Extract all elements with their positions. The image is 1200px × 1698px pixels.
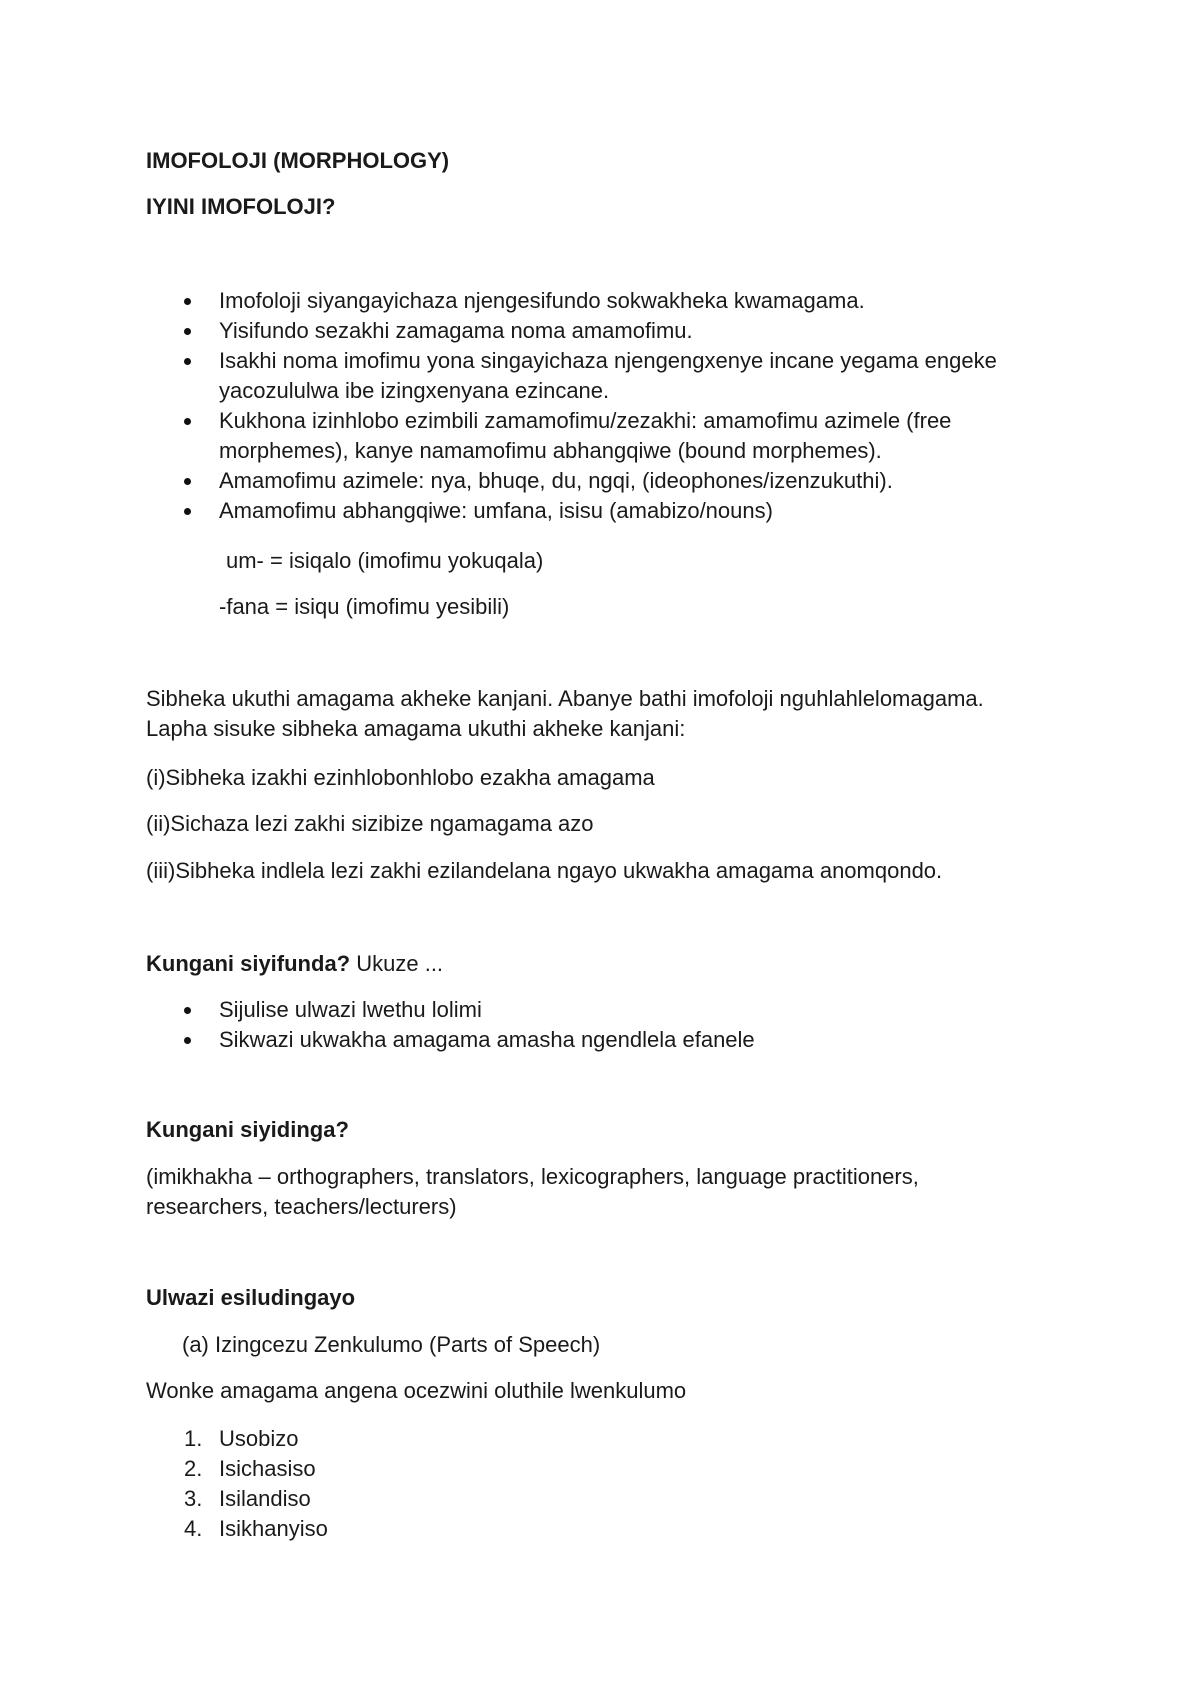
list-item: Imofoloji siyangayichaza njengesifundo sokwakheka kwamagama. [146, 286, 1046, 316]
bullet-icon [184, 508, 191, 515]
bullet-icon [184, 298, 191, 305]
example-prefix: um- = isiqalo (imofimu yokuqala) [226, 548, 544, 573]
knowledge-heading: Ulwazi esiludingayo [146, 1285, 356, 1310]
list-item: 2. Isichasiso [184, 1456, 316, 1481]
why-need-question: Kungani siyidinga? [146, 1117, 349, 1142]
page-title: IMOFOLOJI (MORPHOLOGY) [146, 148, 450, 173]
parts-of-speech-subheading: (a) Izingcezu Zenkulumo (Parts of Speech) [182, 1332, 601, 1357]
parts-of-speech-list [146, 1424, 328, 1544]
list-item: Amamofimu abhangqiwe: umfana, isisu (amabizo/nouns) [146, 496, 1046, 526]
list-item: Kukhona izinhlobo ezimbili zamamofimu/zezakhi: amamofimu azimele (free morphemes), kanye namamofimu abhangqiwe (bound morphemes). [146, 406, 1046, 466]
step-item: (iii)Sibheka indlela lezi zakhi ezilandelana ngayo ukwakha amagama anomqondo. [146, 858, 943, 883]
bullet-icon [184, 358, 191, 365]
parts-of-speech-sentence: Wonke amagama angena ocezwini oluthile lwenkulumo [146, 1378, 687, 1403]
bullet-icon [184, 418, 191, 425]
why-study-lead: Ukuze ... [350, 951, 444, 976]
intro-paragraph: Sibheka ukuthi amagama akheke kanjani. Abanye bathi imofoloji nguhlahlelomagama. Lapha sisuke sibheka amagama ukuthi akheke kanjani: [146, 686, 984, 741]
bullet-icon [184, 478, 191, 485]
list-item: Yisifundo sezakhi zamagama noma amamofimu. [146, 316, 1046, 346]
list-item: Amamofimu azimele: nya, bhuqe, du, ngqi, (ideophones/izenzukuthi). [146, 466, 1046, 496]
bullet-icon [184, 328, 191, 335]
list-item: 3. Isilandiso [184, 1486, 311, 1511]
why-study-line [146, 949, 443, 979]
section-heading-what-is: IYINI IMOFOLOJI? [146, 194, 336, 219]
bullet-icon [184, 1037, 191, 1044]
list-item: 4. Isikhanyiso [184, 1516, 328, 1541]
list-item: Isakhi noma imofimu yona singayichaza njengengxenye incane yegama engeke yacozululwa ibe izingxenyana ezincane. [146, 346, 1046, 406]
why-need-answer: (imikhakha – orthographers, translators, lexicographers, language practitioners, researchers, teachers/lecturers) [146, 1164, 919, 1219]
step-item: (i)Sibheka izakhi ezinhlobonhlobo ezakha amagama [146, 765, 655, 790]
list-item: Sijulise ulwazi lwethu lolimi [146, 995, 1046, 1025]
definition-list [146, 286, 1046, 526]
why-study-question: Kungani siyifunda? [146, 951, 351, 976]
list-item: Sikwazi ukwakha amagama amasha ngendlela efanele [146, 1025, 1046, 1055]
list-item: 1. Usobizo [184, 1426, 299, 1451]
step-item: (ii)Sichaza lezi zakhi sizibize ngamagama azo [146, 811, 594, 836]
why-study-list [146, 995, 1046, 1055]
example-stem: -fana = isiqu (imofimu yesibili) [219, 594, 510, 619]
bullet-icon [184, 1007, 191, 1014]
